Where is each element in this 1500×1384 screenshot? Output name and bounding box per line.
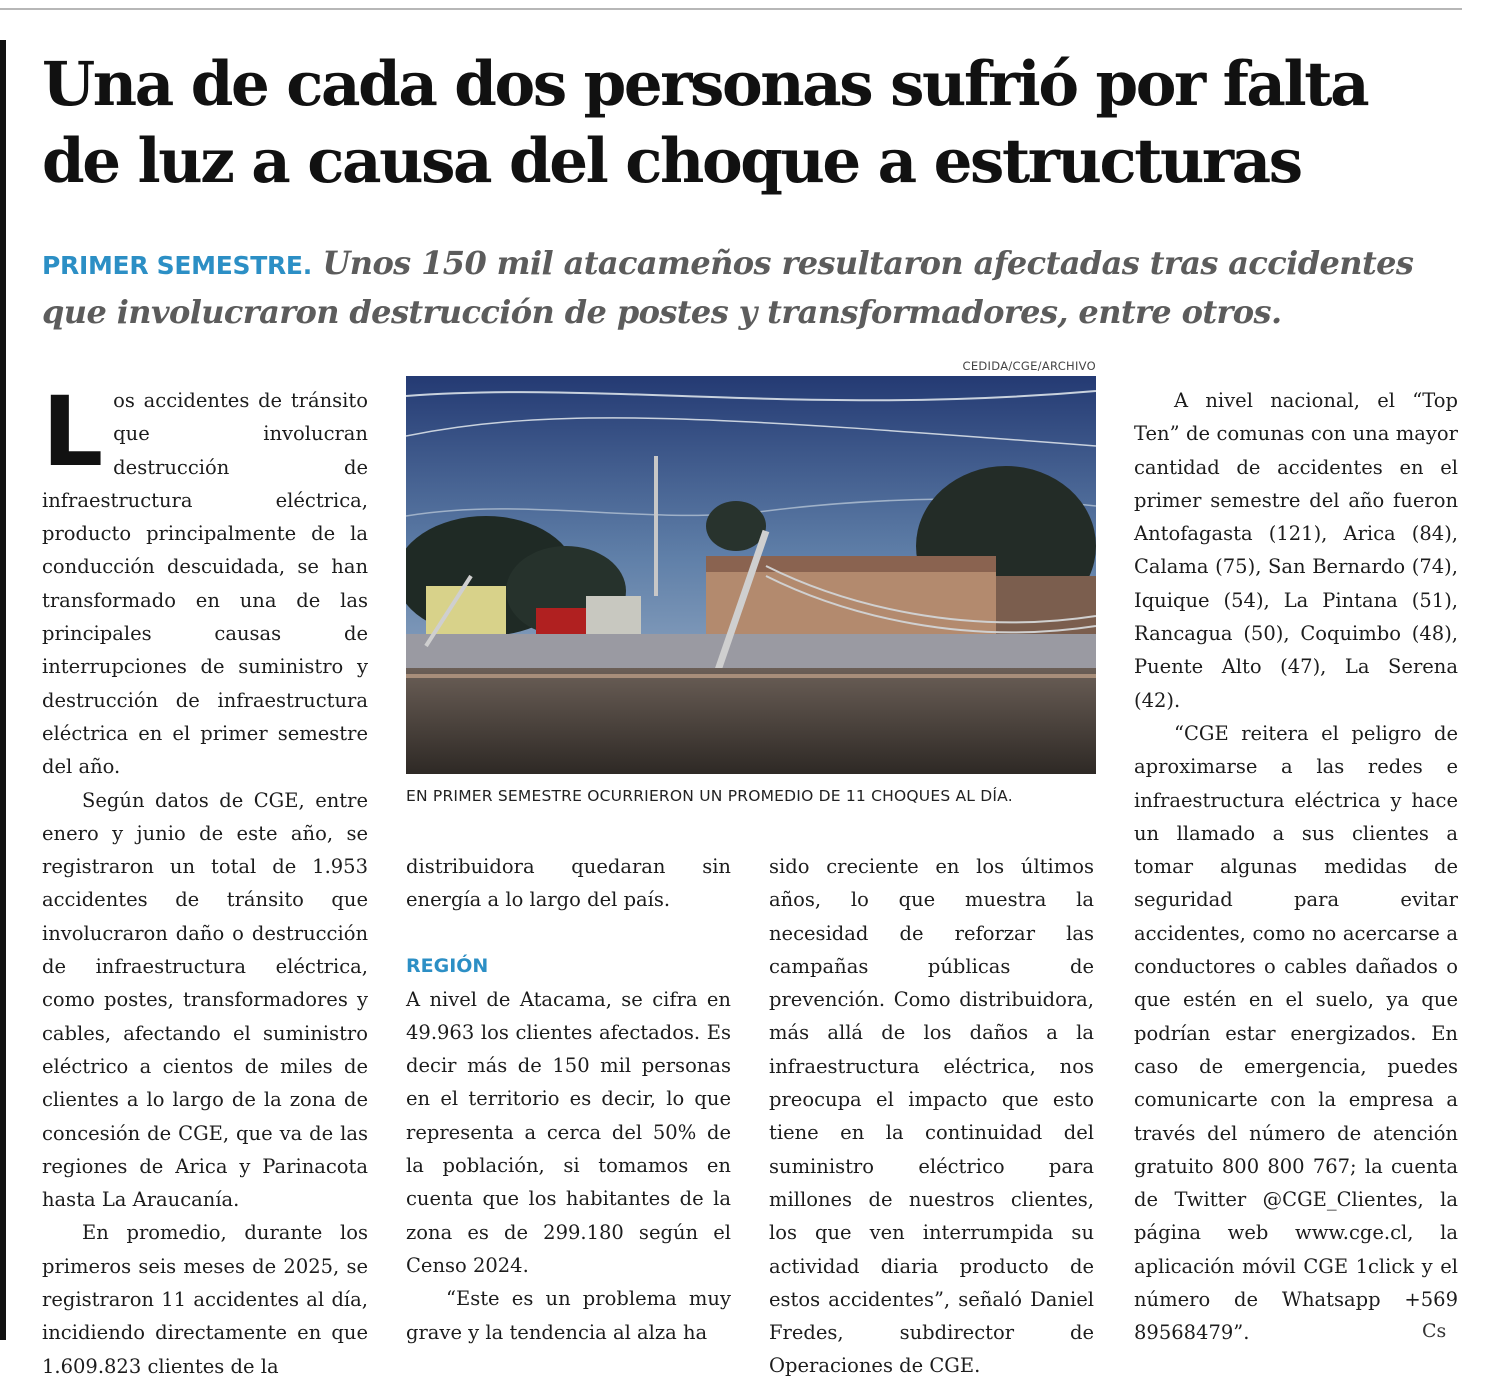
column-4 — [1134, 384, 1458, 1350]
column-3 — [769, 850, 1094, 1383]
paragraph-2: Según datos de CGE, entre enero y junio de este año, se registraron un total de 1.953 accidentes de tránsito que involucraron daño o destrucción de infraestructura eléctrica, como postes, transformadores y cables, afectando el suministro eléctrico a cientos de miles de clientes a lo largo de la zona de concesión de CGE, que va de las regiones de Arica y Parinacota hasta La Araucanía. — [42, 788, 368, 1212]
paragraph-4: A nivel de Atacama, se cifra en 49.963 los clientes afectados. Es decir más de 150 mil personas en el territorio es decir, lo que representa a cerca del 50% de la población, si tomamos en cuenta que los habitantes de la zona es de 299.180 según el Censo 2024. — [406, 987, 731, 1277]
paragraph-5: “Este es un problema muy grave y la tendencia al alza ha — [406, 1287, 731, 1344]
headline: Una de cada dos personas sufrió por falta de luz a causa del choque a estructuras — [42, 49, 1368, 197]
drop-cap: L — [42, 376, 104, 488]
dek-text: Unos 150 mil atacameños resultaron afectadas tras accidentes que involucraron destrucción de postes y transformadores, entre otros. — [42, 244, 1414, 331]
kicker: PRIMER SEMESTRE. — [42, 251, 312, 280]
photo-illustration — [406, 376, 1096, 774]
paragraph-7: “CGE reitera el peligro de aproximarse a las redes e infraestructura eléctrica y hace un llamado a sus clientes a tomar algunas medidas de seguridad para evitar accidentes, como no acercarse a conductores o cables dañados o que estén en el suelo, ya que podrían estar energizados. En caso de emergencia, puedes comunicarte con la empresa a través del número de atención gratuito 800 800 767; la cuenta de Twitter @CGE_Clientes, la página web www.cge.cl, la aplicación móvil CGE 1click y el número de Whatsapp +569 89568479”. — [1134, 721, 1458, 1345]
photo-caption: EN PRIMER SEMESTRE OCURRIERON UN PROMEDIO DE 11 CHOQUES AL DÍA. — [406, 787, 1013, 805]
paragraph-3-continued: distribuidora quedaran sin energía a lo largo del país. — [406, 855, 731, 912]
news-photo — [406, 376, 1096, 774]
column-1 — [42, 376, 368, 1383]
paragraph-6: A nivel nacional, el “Top Ten” de comunas con una mayor cantidad de accidentes en el primer semestre del año fueron Antofagasta (121), Arica (84), Calama (75), San Bernardo (74), Iquique (54), La Pintana (51), Rancagua (50), Coquimbo (48), Puente Alto (47), La Serena (42). — [1134, 389, 1458, 712]
paragraph-5-continued: sido creciente en los últimos años, lo que muestra la necesidad de reforzar las campañas públicas de prevención. Como distribuidora, más allá de los daños a la infraestructura eléctrica, nos preocupa el impacto que esto tiene en la continuidad del suministro eléctrico para millones de nuestros clientes, los que ven interrumpida su actividad diaria producto de estos accidentes”, señaló Daniel Fredes, subdirector de Operaciones de CGE. — [769, 855, 1094, 1378]
column-2 — [406, 850, 731, 1349]
paragraph-1: os accidentes de tránsito que involucran destrucción de infraestructura eléctrica, producto principalmente de la conducción descuidada, se han transformado en una de las principales causas de interrupciones de suministro y destrucción de infraestructura eléctrica en el primer semestre del año. — [42, 389, 368, 779]
end-mark: Cs — [1422, 1320, 1447, 1342]
dek — [42, 240, 1462, 336]
lead-paragraph — [42, 376, 368, 784]
top-rule — [0, 8, 1462, 10]
paragraph-3: En promedio, durante los primeros seis meses de 2025, se registraron 11 accidentes al día, incidiendo directamente en que 1.609.823 clientes de la — [42, 1221, 368, 1378]
left-margin-bar — [0, 40, 6, 1340]
photo-credit: CEDIDA/CGE/ARCHIVO — [962, 359, 1096, 373]
section-subhead: REGIÓN — [406, 954, 489, 977]
